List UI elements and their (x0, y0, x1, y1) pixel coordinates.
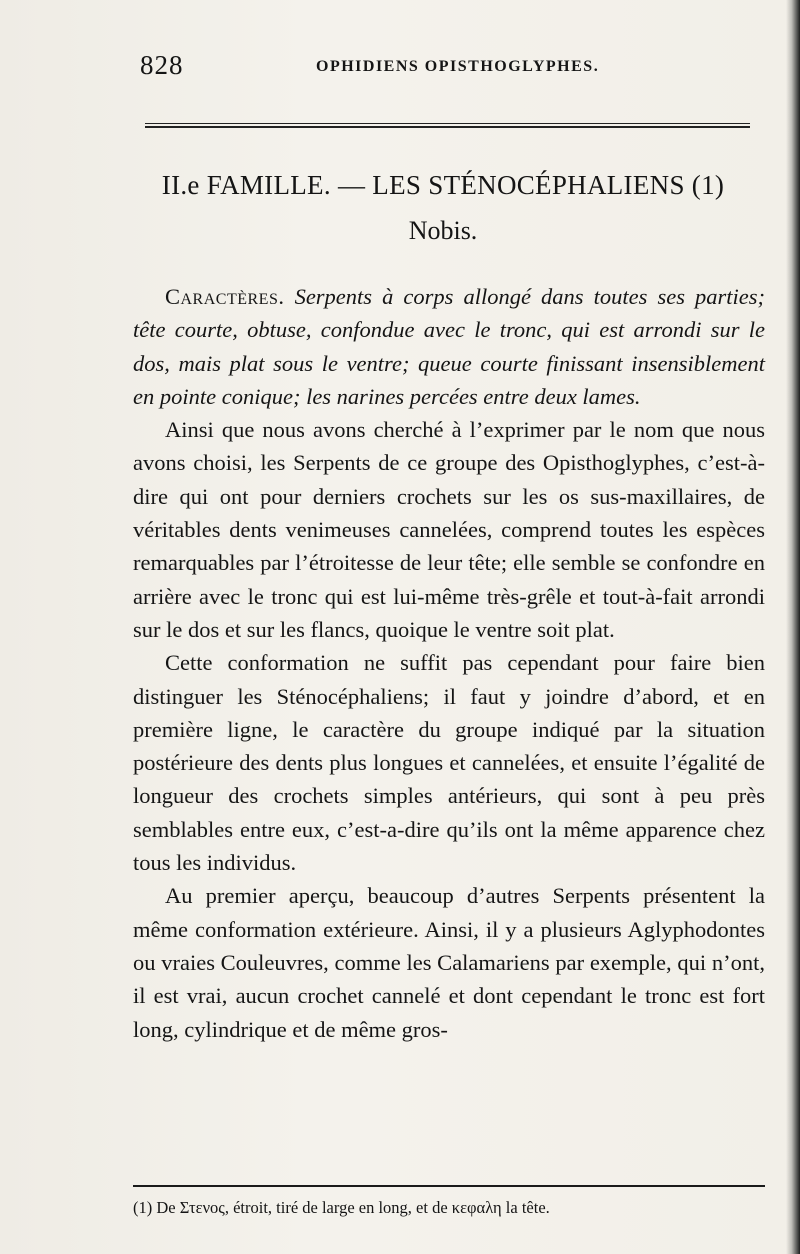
body-paragraph: Au premier aperçu, beaucoup d’autres Serpents présentent la même conformation extérieure. Ainsi, il y a plusieurs Aglyphodontes ou vraies Couleuvres, comme les Calamariens par exemple, qui n’ont, il est vrai, aucun crochet cannelé et dont cependant le tronc est fort long, cylindrique et de même gros- (133, 883, 765, 1042)
lead-label: Caractères. (165, 284, 285, 309)
page-number: 828 (140, 50, 184, 80)
running-title: OPHIDIENS OPISTHOGLYPHES. (316, 58, 600, 75)
characters-paragraph (133, 280, 765, 413)
body-paragraph: Cette conformation ne suffit pas cependant pour faire bien distinguer les Sténocéphaliens; il faut y joindre d’abord, et en première ligne, le caractère du groupe indiqué par la situation postérieure des dents plus longues et cannelées, et ensuite l’égalité de longueur des crochets simples antérieurs, qui sont à peu près semblables entre eux, c’est-a-dire qu’ils ont la même apparence chez tous les individus. (133, 650, 765, 876)
footnote: (1) De Στενος, étroit, tiré de large en long, et de κεφαλη la tête. (133, 1198, 550, 1217)
body-text (133, 280, 765, 1046)
running-head (140, 50, 760, 80)
family-title: II.e FAMILLE. — LES STÉNOCÉPHALIENS (1) (161, 170, 725, 200)
lead-description: Serpents à corps allongé dans toutes ses parties; tête courte, obtuse, confondue avec le tronc, qui est arrondi sur le dos, mais plat sous le ventre; queue courte finissant insensiblement en pointe conique; les narines percées entre deux lames. (133, 284, 766, 409)
footnote-rule (133, 1185, 765, 1187)
body-paragraph: Ainsi que nous avons cherché à l’exprimer par le nom que nous avons choisi, les Serpents de ce groupe des Opisthoglyphes, c’est-à-dire qui ont pour derniers crochets sur les os sus-maxillaires, de véritables dents venimeuses cannelées, comprend toutes les espèces remarquables par l’étroitesse de leur tête; elle semble se confondre en arrière avec le tronc qui est lui-même très-grêle et tout-à-fait arrondi sur le dos et sur les flancs, quoique le ventre soit plat. (133, 417, 765, 642)
family-author: Nobis. (408, 216, 478, 245)
header-rule (145, 123, 750, 128)
scan-edge-shadow (786, 0, 800, 1254)
